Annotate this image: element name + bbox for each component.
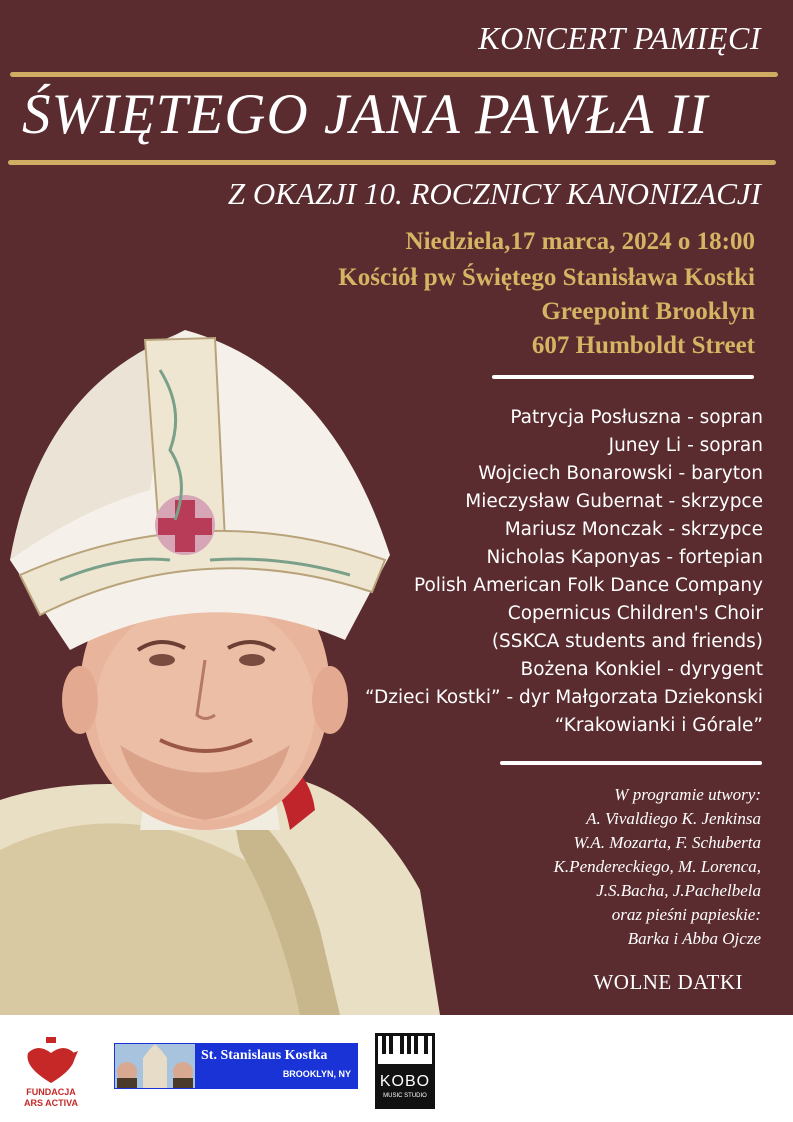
performer-line: Nicholas Kaponyas - fortepian xyxy=(486,547,763,568)
performer-line: Polish American Folk Dance Company xyxy=(413,575,763,596)
stanislaus-location: BROOKLYN, NY xyxy=(282,1069,351,1079)
gold-divider-top xyxy=(10,72,778,77)
performer-line: Mieczysław Gubernat - skrzypce xyxy=(465,491,763,512)
ars-line-1: FUNDACJA xyxy=(26,1087,76,1097)
st-stanislaus-logo xyxy=(114,1043,358,1089)
performer-line: Patrycja Posłuszna - sopran xyxy=(510,407,763,428)
donation-note: WOLNE DATKI xyxy=(593,970,743,994)
kobo-logo xyxy=(375,1033,435,1109)
performer-line: “Dzieci Kostki” - dyr Małgorzata Dziekonski xyxy=(365,687,763,708)
performer-line: Juney Li - sopran xyxy=(608,435,763,456)
performer-line: Bożena Konkiel - dyrygent xyxy=(520,659,763,680)
page-title: ŚWIĘTEGO JANA PAWŁA II xyxy=(22,83,709,146)
event-address: 607 Humboldt Street xyxy=(531,332,755,359)
programme-list xyxy=(554,783,761,951)
ars-line-2: ARS ACTIVA xyxy=(24,1098,78,1108)
piano-keys-icon xyxy=(378,1036,432,1064)
church-photo-icon xyxy=(115,1044,195,1088)
programme-line: A. Vivaldiego K. Jenkinsa xyxy=(586,809,761,828)
performer-line: Mariusz Monczak - skrzypce xyxy=(504,519,763,540)
programme-line: W.A. Mozarta, F. Schuberta xyxy=(573,833,761,852)
sponsor-footer xyxy=(0,1015,793,1122)
programme-line: K.Pendereckiego, M. Lorenca, xyxy=(553,857,761,876)
programme-line: J.S.Bacha, J.Pachelbela xyxy=(596,881,761,900)
event-church: Kościół pw Świętego Stanisława Kostki xyxy=(338,264,755,291)
occasion-subtitle: Z OKAZJI 10. ROCZNICY KANONIZACJI xyxy=(227,176,761,211)
performers-list xyxy=(365,404,763,740)
event-area: Greepoint Brooklyn xyxy=(541,298,755,325)
ars-activa-logo xyxy=(18,1035,84,1110)
performer-line: (SSKCA students and friends) xyxy=(491,631,763,652)
kobo-name: KOBO xyxy=(379,1073,431,1090)
stanislaus-name: St. Stanislaus Kostka xyxy=(201,1048,328,1063)
heart-eagle-icon xyxy=(18,1035,84,1085)
concert-heading: KONCERT PAMIĘCI xyxy=(478,20,761,56)
gold-divider-bottom xyxy=(8,160,776,165)
performer-line: Wojciech Bonarowski - baryton xyxy=(478,463,763,484)
performer-line: “Krakowianki i Górale” xyxy=(554,715,763,736)
performer-line: Copernicus Children's Choir xyxy=(507,603,763,624)
divider-performers-bottom xyxy=(500,761,762,765)
programme-line: W programie utwory: xyxy=(614,785,761,804)
programme-line: oraz pieśni papieskie: xyxy=(611,905,761,924)
programme-line: Barka i Abba Ojcze xyxy=(627,929,761,948)
divider-performers-top xyxy=(492,375,754,379)
event-date: Niedziela,17 marca, 2024 o 18:00 xyxy=(405,228,755,255)
kobo-subtitle: MUSIC STUDIO xyxy=(383,1093,427,1099)
